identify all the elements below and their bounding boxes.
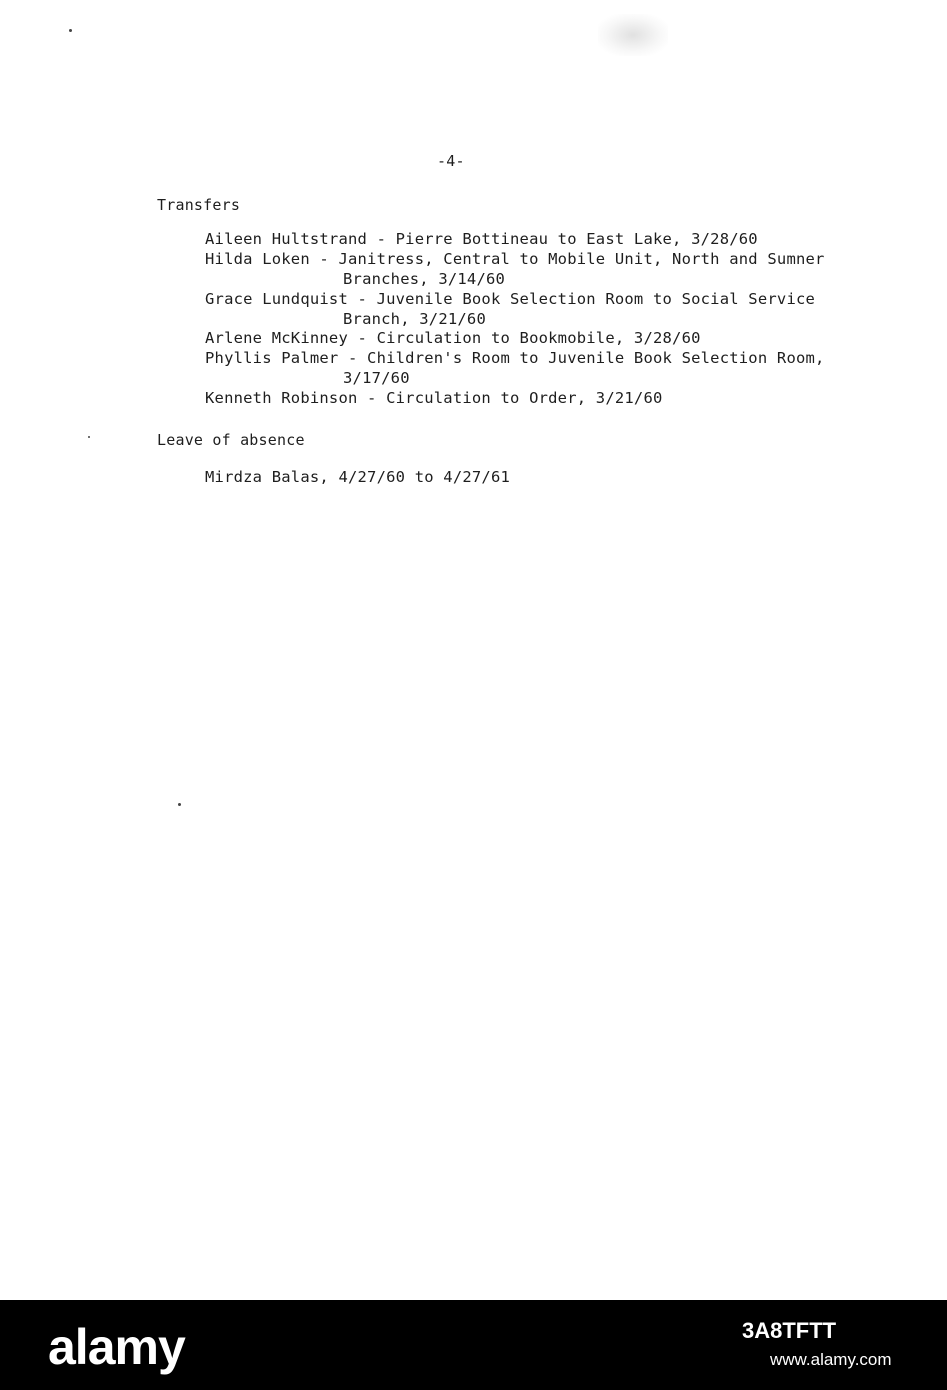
transfer-entry: Phyllis Palmer - Children's Room to Juvenile Book Selection Room,	[205, 349, 825, 367]
watermark-image-id: 3A8TFTT	[742, 1318, 837, 1343]
leave-entry: Mirdza Balas, 4/27/60 to 4/27/61	[205, 468, 511, 486]
scan-smudge	[598, 14, 668, 56]
scan-speck	[88, 436, 90, 438]
watermark-logo: alamy	[48, 1319, 185, 1375]
transfer-entry: Hilda Loken - Janitress, Central to Mobile Unit, North and Sumner	[205, 250, 825, 268]
transfer-entry: Arlene McKinney - Circulation to Bookmobile, 3/28/60	[205, 329, 701, 347]
transfer-entry-continuation: Branches, 3/14/60	[343, 270, 506, 288]
transfer-entry-continuation: Branch, 3/21/60	[343, 310, 486, 328]
scan-speck	[178, 803, 181, 806]
transfers-heading: Transfers	[157, 196, 241, 214]
transfer-entry: Kenneth Robinson - Circulation to Order, 3/21/60	[205, 389, 663, 407]
watermark-url: www.alamy.com	[770, 1350, 892, 1369]
transfer-entry-continuation: 3/17/60	[343, 369, 410, 387]
scan-speck	[69, 29, 72, 32]
leave-heading: Leave of absence	[157, 431, 305, 449]
transfer-entry: Grace Lundquist - Juvenile Book Selection Room to Social Service	[205, 290, 816, 308]
transfer-entry: Aileen Hultstrand - Pierre Bottineau to East Lake, 3/28/60	[205, 230, 758, 248]
page-number: -4-	[437, 152, 465, 170]
